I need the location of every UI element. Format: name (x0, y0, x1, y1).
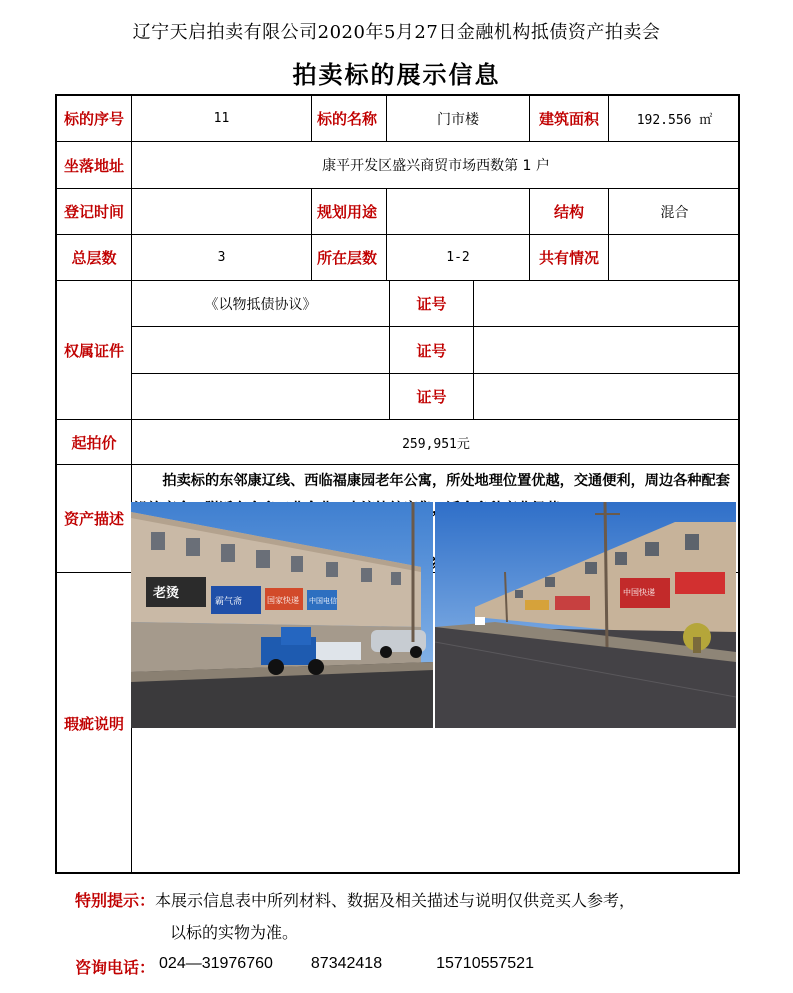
cert-no-3-label: 证号 (390, 374, 474, 420)
usage-value (387, 189, 530, 235)
phone-label: 咨询电话： (75, 958, 156, 977)
start-price-value: 259,951元 (132, 420, 740, 465)
location-label: 坐落地址 (57, 142, 132, 189)
reg-time-label: 登记时间 (57, 189, 132, 235)
special-note-line-2: 以标的实物为准。 (170, 923, 299, 942)
structure-value: 混合 (609, 189, 740, 235)
floor-at-value: 1-2 (387, 235, 530, 281)
cert-no-1-label: 证号 (390, 281, 474, 327)
cert-no-2-label: 证号 (390, 327, 474, 374)
phone-number-1: 024—31976760 (159, 955, 273, 972)
storefront-photo-1 (131, 502, 433, 728)
desc-paragraph-1: 拍卖标的东邻康辽线、西临福康园老年公寓，所处地理位置优越，交通便利，周边各种配套 (162, 473, 730, 489)
structure-label: 结构 (530, 189, 609, 235)
sign-text-5: 中国快递 (623, 588, 655, 597)
reg-time-value (132, 189, 312, 235)
sign-text-3: 国家快递 (267, 596, 299, 605)
sign-text-2: 霸气斋 (215, 597, 243, 607)
auction-header: 辽宁天启拍卖有限公司2020年5月27日金融机构抵债资产拍卖会 (132, 22, 661, 43)
area-label: 建筑面积 (530, 96, 609, 142)
asset-desc-label: 资产描述 (57, 465, 132, 573)
storefront-photo-2-image (435, 502, 736, 728)
cert-no-2-value (474, 327, 740, 374)
location-value: 康平开发区盛兴商贸市场西数第 1 户 (132, 142, 740, 189)
special-note-line-1: 本展示信息表中所列材料、数据及相关描述与说明仅供竞买人参考， (155, 891, 636, 910)
start-price-label: 起拍价 (57, 420, 132, 465)
lot-name-label: 标的名称 (312, 96, 387, 142)
area-value: 192.556 ㎡ (609, 96, 740, 142)
defects-label: 瑕疵说明 (57, 573, 132, 874)
sign-text-4: 中国电信 (309, 597, 337, 605)
storefront-photo-1-image (131, 502, 433, 728)
floors-label: 总层数 (57, 235, 132, 281)
contact-phone (75, 955, 534, 978)
cert-no-3-value (474, 374, 740, 420)
cert-no-1-value (474, 281, 740, 327)
special-note-label: 特别提示： (75, 891, 156, 910)
cert-1-value: 《以物抵债协议》 (132, 281, 390, 327)
sign-text-1: 老烫 (153, 586, 180, 601)
lot-name-value: 门市楼 (387, 96, 530, 142)
shared-value (609, 235, 740, 281)
cert-3-value (132, 374, 390, 420)
phone-number-3: 15710557521 (436, 955, 534, 972)
floors-value: 3 (132, 235, 312, 281)
lot-no-label: 标的序号 (57, 96, 132, 142)
phone-number-2: 87342418 (310, 955, 383, 972)
ownership-label: 权属证件 (57, 281, 132, 420)
info-table (55, 94, 740, 874)
lot-no-value: 11 (132, 96, 312, 142)
usage-label: 规划用途 (312, 189, 387, 235)
shared-label: 共有情况 (530, 235, 609, 281)
storefront-photo-2 (435, 502, 736, 728)
cert-2-value (132, 327, 390, 374)
floor-at-label: 所在层数 (312, 235, 387, 281)
special-note (75, 888, 635, 911)
page-title: 拍卖标的展示信息 (292, 61, 501, 89)
